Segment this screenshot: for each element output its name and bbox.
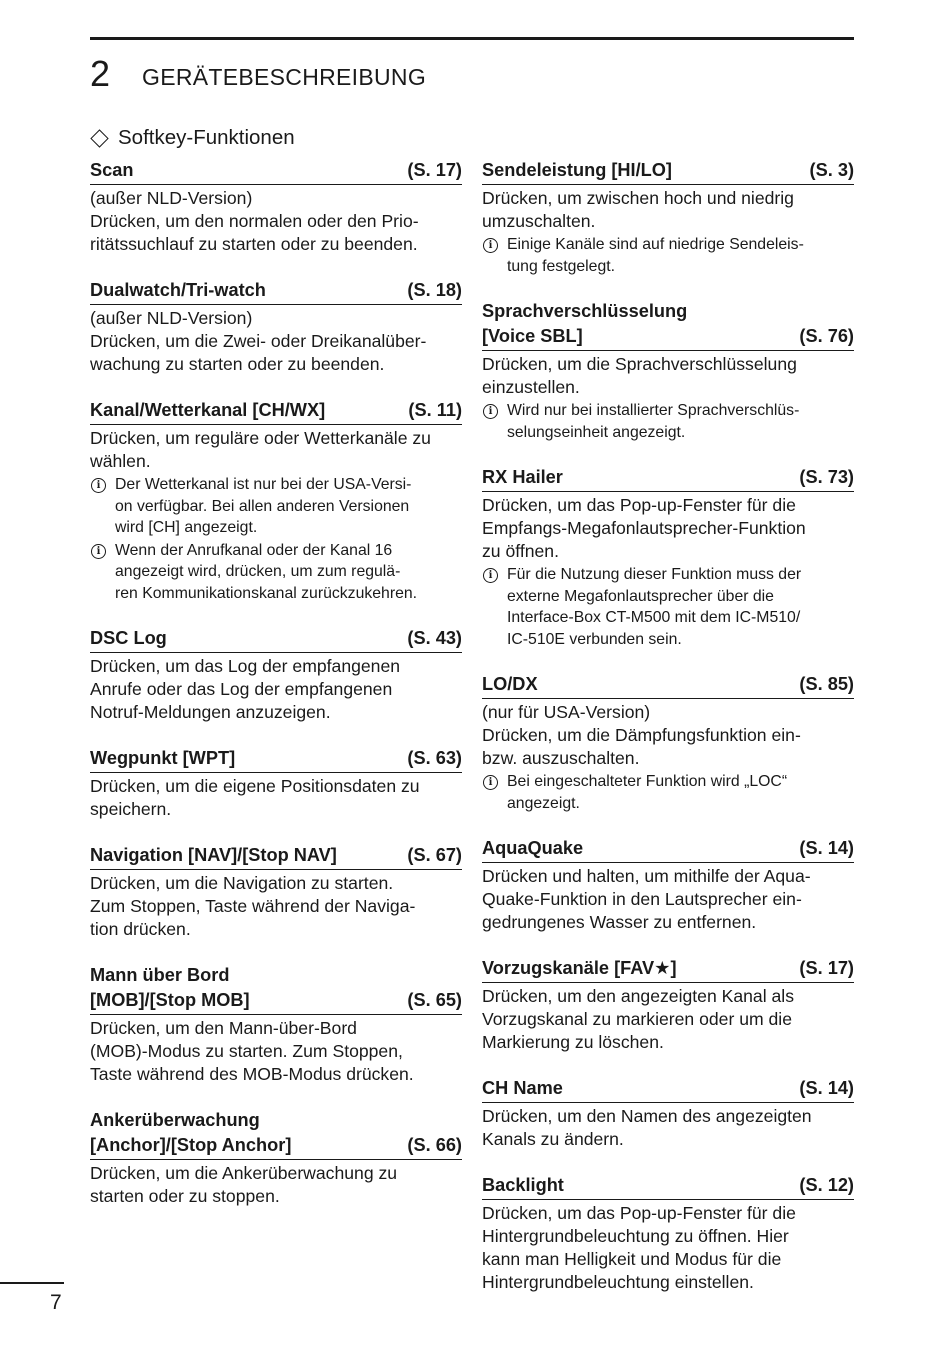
note-line: Interface-Box CT-M500 mit dem IC-M510/ [507, 609, 801, 626]
softkey-title-row [482, 836, 854, 863]
note-line: Einige Kanäle sind auf niedrige Sendeleis- [507, 236, 804, 253]
info-note [90, 474, 462, 539]
description-line: Markierung zu löschen. [482, 1032, 664, 1052]
softkey-description [482, 865, 854, 934]
page-reference: (S. 12) [799, 1175, 854, 1195]
description-line: Hintergrundbeleuchtung zu öffnen. Hier [482, 1226, 789, 1246]
description-line: Drücken, um zwischen hoch und niedrig [482, 188, 794, 208]
description-line: (MOB)-Modus zu starten. Zum Stoppen, [90, 1041, 403, 1061]
page-number: 7 [50, 1291, 62, 1314]
softkey-title-row [482, 299, 854, 351]
description-line: Notruf-Meldungen anzuzeigen. [90, 702, 331, 722]
softkey-title-row [482, 1076, 854, 1103]
info-icon: i [91, 544, 106, 559]
softkey-title-row [90, 398, 462, 425]
info-note [90, 540, 462, 605]
softkey-entry [482, 299, 854, 443]
page-reference: (S. 73) [799, 467, 854, 487]
description-line: bzw. auszuschalten. [482, 748, 640, 768]
description-line: Drücken, um reguläre oder Wetterkanäle zu [90, 428, 431, 448]
note-line: ren Kommunikationskanal zurückzukehren. [115, 584, 418, 602]
info-note [482, 234, 854, 277]
section-heading [90, 124, 295, 152]
description-line: Drücken, um die Dämpfungsfunktion ein- [482, 725, 801, 745]
chapter-top-rule [90, 37, 854, 40]
softkey-entry [482, 956, 854, 1054]
chapter-title: GERÄTEBESCHREIBUNG [142, 64, 427, 90]
softkey-description [90, 655, 462, 724]
softkey-entry [90, 1108, 462, 1208]
description-line: Taste während des MOB-Modus drücken. [90, 1064, 414, 1084]
softkey-entry [482, 1076, 854, 1151]
softkey-entry [482, 836, 854, 934]
page-reference: (S. 63) [407, 748, 462, 768]
softkey-description [90, 307, 462, 376]
description-line: Empfangs-Megafonlautsprecher-Funktion [482, 518, 806, 538]
info-note [482, 771, 854, 814]
info-note [482, 564, 854, 650]
softkey-title-row [90, 278, 462, 305]
note-line: tung festgelegt. [507, 257, 616, 275]
section-title: Softkey-Funktionen [118, 126, 295, 149]
info-note [482, 400, 854, 443]
description-line: Drücken, um die Navigation zu starten. [90, 873, 394, 893]
page-reference: (S. 65) [407, 990, 462, 1010]
description-line: kann man Helligkeit und Modus für die [482, 1249, 782, 1269]
softkey-title-row [482, 465, 854, 492]
softkey-description [90, 872, 462, 941]
description-line: Anrufe oder das Log der empfangenen [90, 679, 393, 699]
description-line: wählen. [90, 451, 151, 471]
info-icon: i [483, 404, 498, 419]
softkey-entry [90, 746, 462, 821]
description-line: tion drücken. [90, 919, 191, 939]
info-icon: i [91, 478, 106, 493]
page-reference: (S. 76) [799, 326, 854, 346]
description-line: speichern. [90, 799, 172, 819]
note-line: Wird nur bei installierter Sprachverschlüs- [507, 402, 800, 419]
note-line: IC-510E verbunden sein. [507, 630, 682, 648]
page-reference: (S. 67) [407, 845, 462, 865]
softkey-description [90, 1162, 462, 1208]
description-line: Kanals zu ändern. [482, 1129, 624, 1149]
description-line: (außer NLD-Version) [90, 308, 253, 328]
description-line: (außer NLD-Version) [90, 188, 253, 208]
softkey-description [90, 187, 462, 256]
softkey-title-row [90, 963, 462, 1015]
softkey-description [90, 1017, 462, 1086]
softkey-name: Ankerüberwachung [Anchor]/[Stop Anchor] [90, 1110, 292, 1155]
softkey-description [482, 187, 854, 277]
note-line: on verfügbar. Bei allen anderen Versionen [115, 497, 410, 515]
page-reference: (S. 11) [408, 400, 462, 420]
softkey-entry [482, 672, 854, 814]
softkey-name: Mann über Bord [MOB]/[Stop MOB] [90, 965, 250, 1010]
softkey-name: LO/DX [482, 674, 538, 694]
softkey-name: Dualwatch/Tri-watch [90, 280, 266, 300]
note-line: Wenn der Anrufkanal oder der Kanal 16 [115, 541, 393, 559]
page-reference: (S. 3) [809, 160, 854, 180]
description-line: Zum Stoppen, Taste während der Naviga- [90, 896, 416, 916]
info-icon: i [483, 568, 498, 583]
softkey-description [482, 985, 854, 1054]
note-line: Für die Nutzung dieser Funktion muss der [507, 566, 802, 583]
softkey-name: AquaQuake [482, 838, 584, 858]
page-reference: (S. 17) [407, 160, 462, 180]
softkey-entry [90, 158, 462, 256]
softkey-name: Navigation [NAV]/[Stop NAV] [90, 845, 337, 865]
right-column [482, 158, 854, 1316]
softkey-name: Sprachverschlüsselung [Voice SBL] [482, 301, 688, 346]
page-reference: (S. 18) [407, 280, 462, 300]
softkey-title-row [482, 956, 854, 983]
softkey-description [482, 1202, 854, 1294]
description-line: Drücken, um das Pop-up-Fenster für die [482, 495, 796, 515]
softkey-name: Backlight [482, 1175, 564, 1195]
softkey-title-row [90, 158, 462, 185]
description-line: (nur für USA-Version) [482, 702, 651, 722]
description-line: gedrungenes Wasser zu entfernen. [482, 912, 757, 932]
description-line: Vorzugskanal zu markieren oder um die [482, 1009, 793, 1029]
softkey-title-row [482, 672, 854, 699]
page-number-rule [0, 1282, 64, 1284]
description-line: Drücken, um den Mann-über-Bord [90, 1018, 357, 1038]
description-line: Drücken, um die Sprachverschlüsselung [482, 354, 797, 374]
description-line: zu öffnen. [482, 541, 559, 561]
page-reference: (S. 85) [799, 674, 854, 694]
description-line: Drücken, um das Log der empfangenen [90, 656, 401, 676]
softkey-title-row [90, 843, 462, 870]
page-reference: (S. 17) [799, 958, 854, 978]
softkey-title-row [90, 1108, 462, 1160]
softkey-description [482, 1105, 854, 1151]
description-line: Drücken, um die Ankerüberwachung zu [90, 1163, 398, 1183]
softkey-description [482, 353, 854, 443]
softkey-entry [90, 963, 462, 1086]
description-line: Drücken, um die eigene Positionsdaten zu [90, 776, 420, 796]
softkey-name: CH Name [482, 1078, 563, 1098]
softkey-title-row [482, 1173, 854, 1200]
description-line: einzustellen. [482, 377, 580, 397]
info-icon: i [483, 238, 498, 253]
softkey-name: RX Hailer [482, 467, 563, 487]
softkey-description [482, 701, 854, 814]
description-line: ritätssuchlauf zu starten oder zu beenden. [90, 234, 418, 254]
left-column [90, 158, 462, 1230]
softkey-name: Kanal/Wetterkanal [CH/WX] [90, 400, 326, 420]
softkey-description [90, 427, 462, 604]
description-line: starten oder zu stoppen. [90, 1186, 280, 1206]
note-line: angezeigt. [507, 794, 580, 812]
description-line: Drücken, um den normalen oder den Prio- [90, 211, 419, 231]
page-reference: (S. 14) [799, 838, 854, 858]
description-line: Drücken, um die Zwei- oder Dreikanalüber- [90, 331, 427, 351]
diamond-icon [90, 129, 108, 147]
softkey-entry [482, 158, 854, 277]
description-line: umzuschalten. [482, 211, 596, 231]
softkey-name: DSC Log [90, 628, 167, 648]
description-line: Hintergrundbeleuchtung einstellen. [482, 1272, 754, 1292]
page-reference: (S. 43) [407, 628, 462, 648]
description-line: Drücken, um das Pop-up-Fenster für die [482, 1203, 796, 1223]
softkey-description [90, 775, 462, 821]
page-reference: (S. 66) [407, 1135, 462, 1155]
description-line: Quake-Funktion in den Lautsprecher ein- [482, 889, 802, 909]
description-line: Drücken und halten, um mithilfe der Aqua- [482, 866, 811, 886]
softkey-name: Scan [90, 160, 134, 180]
softkey-name: Sendeleistung [HI/LO] [482, 160, 672, 180]
note-line: wird [CH] angezeigt. [115, 519, 258, 536]
softkey-entry [90, 843, 462, 941]
softkey-name: Wegpunkt [WPT] [90, 748, 236, 768]
description-line: Drücken, um den Namen des angezeigten [482, 1106, 812, 1126]
note-line: Bei eingeschalteter Funktion wird „LOC“ [507, 773, 788, 790]
softkey-entry [482, 465, 854, 650]
softkey-entry [90, 626, 462, 724]
softkey-title-row [90, 626, 462, 653]
softkey-entry [90, 398, 462, 604]
softkey-description [482, 494, 854, 650]
info-icon: i [483, 775, 498, 790]
softkey-entry [482, 1173, 854, 1294]
description-line: Drücken, um den angezeigten Kanal als [482, 986, 794, 1006]
note-line: selungseinheit angezeigt. [507, 423, 686, 441]
note-line: externe Megafonlautsprecher über die [507, 587, 774, 605]
softkey-title-row [482, 158, 854, 185]
softkey-name: Vorzugskanäle [FAV★] [482, 958, 677, 978]
page-reference: (S. 14) [799, 1078, 854, 1098]
description-line: wachung zu starten oder zu beenden. [90, 354, 385, 374]
note-line: Der Wetterkanal ist nur bei der USA-Versi- [115, 476, 412, 493]
softkey-title-row [90, 746, 462, 773]
chapter-number: 2 [90, 53, 111, 94]
softkey-entry [90, 278, 462, 376]
note-line: angezeigt wird, drücken, um zum regulä- [115, 563, 401, 580]
